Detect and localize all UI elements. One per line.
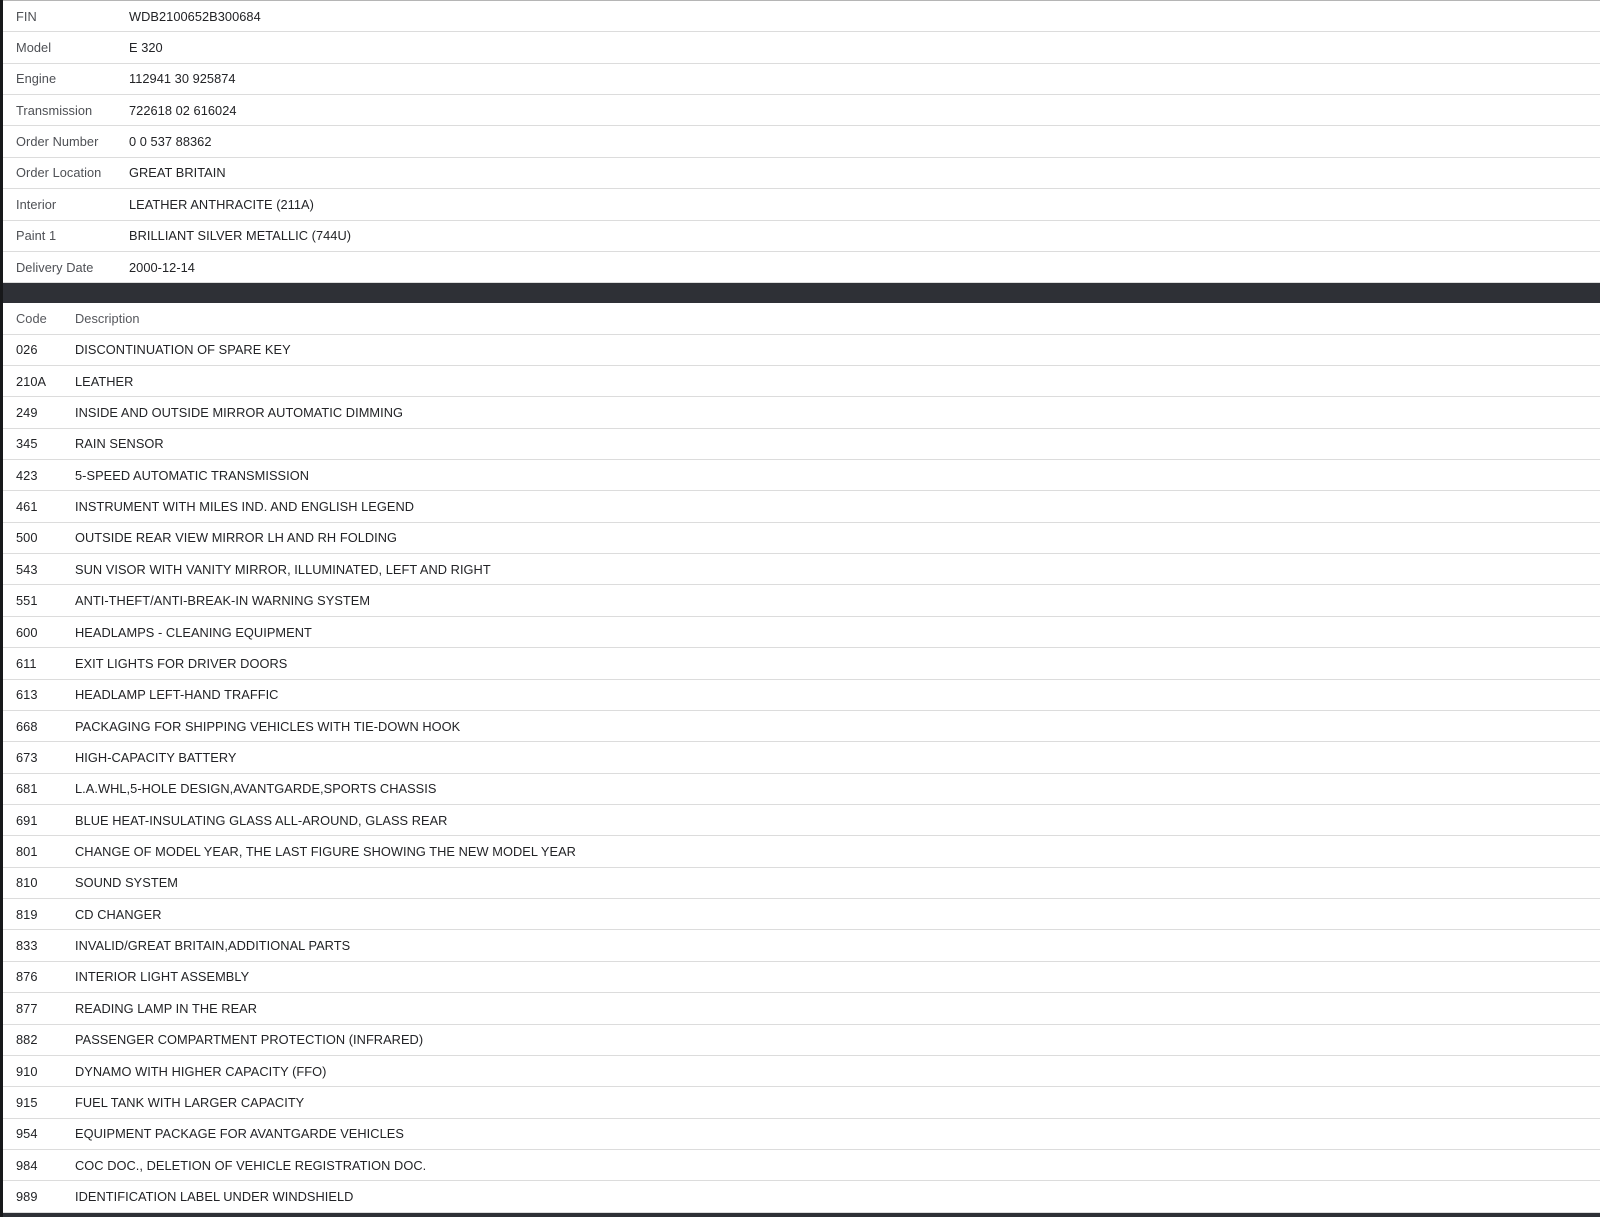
equipment-code-row [3,1150,1600,1181]
section-divider-bar [3,283,1600,303]
equipment-code-row [3,930,1600,961]
equipment-code-row [3,366,1600,397]
equipment-code-row [3,993,1600,1024]
equipment-code: 877 [16,1000,38,1016]
equipment-code-row [3,742,1600,773]
vehicle-info-value: BRILLIANT SILVER METALLIC (744U) [129,228,352,244]
equipment-description: PACKAGING FOR SHIPPING VEHICLES WITH TIE-DOWN HOOK [75,718,461,734]
equipment-code: 611 [16,655,37,671]
vehicle-info-label: Paint 1 [16,228,57,244]
equipment-description: INTERIOR LIGHT ASSEMBLY [75,969,250,985]
equipment-code-row [3,460,1600,491]
equipment-code-row [3,836,1600,867]
equipment-code: 915 [16,1094,38,1110]
equipment-code-row [3,523,1600,554]
equipment-code: 954 [16,1126,38,1142]
equipment-code: 876 [16,969,38,985]
equipment-code-row [3,585,1600,616]
equipment-code: 668 [16,718,38,734]
equipment-code-row [3,1025,1600,1056]
equipment-codes-header-row [3,303,1600,334]
equipment-description: OUTSIDE REAR VIEW MIRROR LH AND RH FOLDING [75,530,398,546]
equipment-code-row [3,805,1600,836]
equipment-code: 681 [16,781,38,797]
equipment-description: 5-SPEED AUTOMATIC TRANSMISSION [75,467,310,483]
equipment-description: SOUND SYSTEM [75,875,178,891]
vehicle-info-label: Delivery Date [16,259,94,275]
equipment-description: RAIN SENSOR [75,436,164,452]
vehicle-info-value: 722618 02 616024 [129,102,237,118]
vehicle-info-table [3,0,1600,283]
equipment-description: SUN VISOR WITH VANITY MIRROR, ILLUMINATED, LEFT AND RIGHT [75,561,491,577]
vehicle-info-row [3,126,1600,157]
equipment-description: PASSENGER COMPARTMENT PROTECTION (INFRARED) [75,1032,424,1048]
vehicle-info-row [3,64,1600,95]
equipment-code: 613 [16,687,38,703]
equipment-description: IDENTIFICATION LABEL UNDER WINDSHIELD [75,1188,354,1204]
equipment-code-row [3,868,1600,899]
vehicle-info-value: GREAT BRITAIN [129,165,226,181]
vehicle-info-row [3,1,1600,32]
equipment-description: BLUE HEAT-INSULATING GLASS ALL-AROUND, GLASS REAR [75,812,448,828]
equipment-code: 819 [16,906,38,922]
equipment-code: 691 [16,812,38,828]
equipment-code-row [3,962,1600,993]
equipment-code: 833 [16,938,38,954]
equipment-code: 600 [16,624,38,640]
equipment-code-row [3,680,1600,711]
equipment-codes-table [3,303,1600,1212]
equipment-code-row [3,648,1600,679]
equipment-description: HEADLAMPS - CLEANING EQUIPMENT [75,624,312,640]
vehicle-info-value: E 320 [129,40,163,56]
equipment-description: READING LAMP IN THE REAR [75,1000,258,1016]
vehicle-info-label: Order Location [16,165,102,181]
vehicle-info-row [3,32,1600,63]
equipment-code-row [3,1056,1600,1087]
equipment-code: 810 [16,875,38,891]
vehicle-info-label: Model [16,40,52,56]
equipment-code: 543 [16,561,38,577]
equipment-code: 461 [16,499,38,515]
equipment-description: CHANGE OF MODEL YEAR, THE LAST FIGURE SHOWING THE NEW MODEL YEAR [75,844,576,860]
equipment-code-row [3,774,1600,805]
equipment-description: HEADLAMP LEFT-HAND TRAFFIC [75,687,279,703]
equipment-code-row [3,429,1600,460]
equipment-code-row [3,899,1600,930]
equipment-description: EXIT LIGHTS FOR DRIVER DOORS [75,655,288,671]
equipment-code: 210A [16,373,47,389]
equipment-code-row [3,1087,1600,1118]
equipment-code-row [3,1119,1600,1150]
equipment-code: 500 [16,530,38,546]
equipment-description: INVALID/GREAT BRITAIN,ADDITIONAL PARTS [75,938,351,954]
equipment-code-row [3,554,1600,585]
equipment-code: 989 [16,1188,38,1204]
equipment-codes-body [3,335,1600,1213]
vehicle-info-row [3,189,1600,220]
equipment-description: CD CHANGER [75,906,162,922]
bottom-divider-bar [3,1213,1600,1217]
equipment-description: LEATHER [75,373,134,389]
vehicle-info-label: Order Number [16,134,99,150]
equipment-description: EQUIPMENT PACKAGE FOR AVANTGARDE VEHICLES [75,1126,404,1142]
equipment-code: 423 [16,467,38,483]
equipment-code: 801 [16,844,38,860]
equipment-description: L.A.WHL,5-HOLE DESIGN,AVANTGARDE,SPORTS CHASSIS [75,781,437,797]
equipment-description: FUEL TANK WITH LARGER CAPACITY [75,1094,305,1110]
equipment-code-row [3,335,1600,366]
equipment-code: 026 [16,342,38,358]
equipment-description: DYNAMO WITH HIGHER CAPACITY (FFO) [75,1063,327,1079]
vehicle-info-row [3,252,1600,283]
equipment-code-row [3,491,1600,522]
equipment-code: 910 [16,1063,38,1079]
vehicle-info-value: 2000-12-14 [129,259,195,275]
equipment-code: 984 [16,1157,38,1173]
vehicle-info-label: Interior [16,196,57,212]
equipment-code: 673 [16,749,38,765]
vehicle-info-row [3,221,1600,252]
equipment-description: INSTRUMENT WITH MILES IND. AND ENGLISH LEGEND [75,499,415,515]
equipment-code-row [3,617,1600,648]
equipment-description: HIGH-CAPACITY BATTERY [75,749,237,765]
equipment-description: ANTI-THEFT/ANTI-BREAK-IN WARNING SYSTEM [75,593,371,609]
equipment-code-row [3,397,1600,428]
equipment-description: INSIDE AND OUTSIDE MIRROR AUTOMATIC DIMMING [75,404,404,420]
equipment-code: 249 [16,404,38,420]
equipment-description: DISCONTINUATION OF SPARE KEY [75,342,291,358]
equipment-code: 551 [16,593,38,609]
vehicle-info-row [3,95,1600,126]
vehicle-info-label: Transmission [16,102,93,118]
equipment-code-row [3,711,1600,742]
equipment-code-row [3,1181,1600,1212]
vehicle-info-label: FIN [16,8,37,24]
vehicle-info-value: 0 0 537 88362 [129,134,212,150]
equipment-code: 882 [16,1032,38,1048]
code-column-header: Code [16,310,47,326]
equipment-description: COC DOC., DELETION OF VEHICLE REGISTRATION DOC. [75,1157,427,1173]
description-column-header: Description [75,310,140,326]
equipment-code: 345 [16,436,38,452]
vehicle-info-value: 112941 30 925874 [129,71,236,87]
vehicle-info-label: Engine [16,71,57,87]
vehicle-info-value: WDB2100652B300684 [129,8,261,24]
vehicle-info-value: LEATHER ANTHRACITE (211A) [129,196,314,212]
vehicle-info-row [3,158,1600,189]
